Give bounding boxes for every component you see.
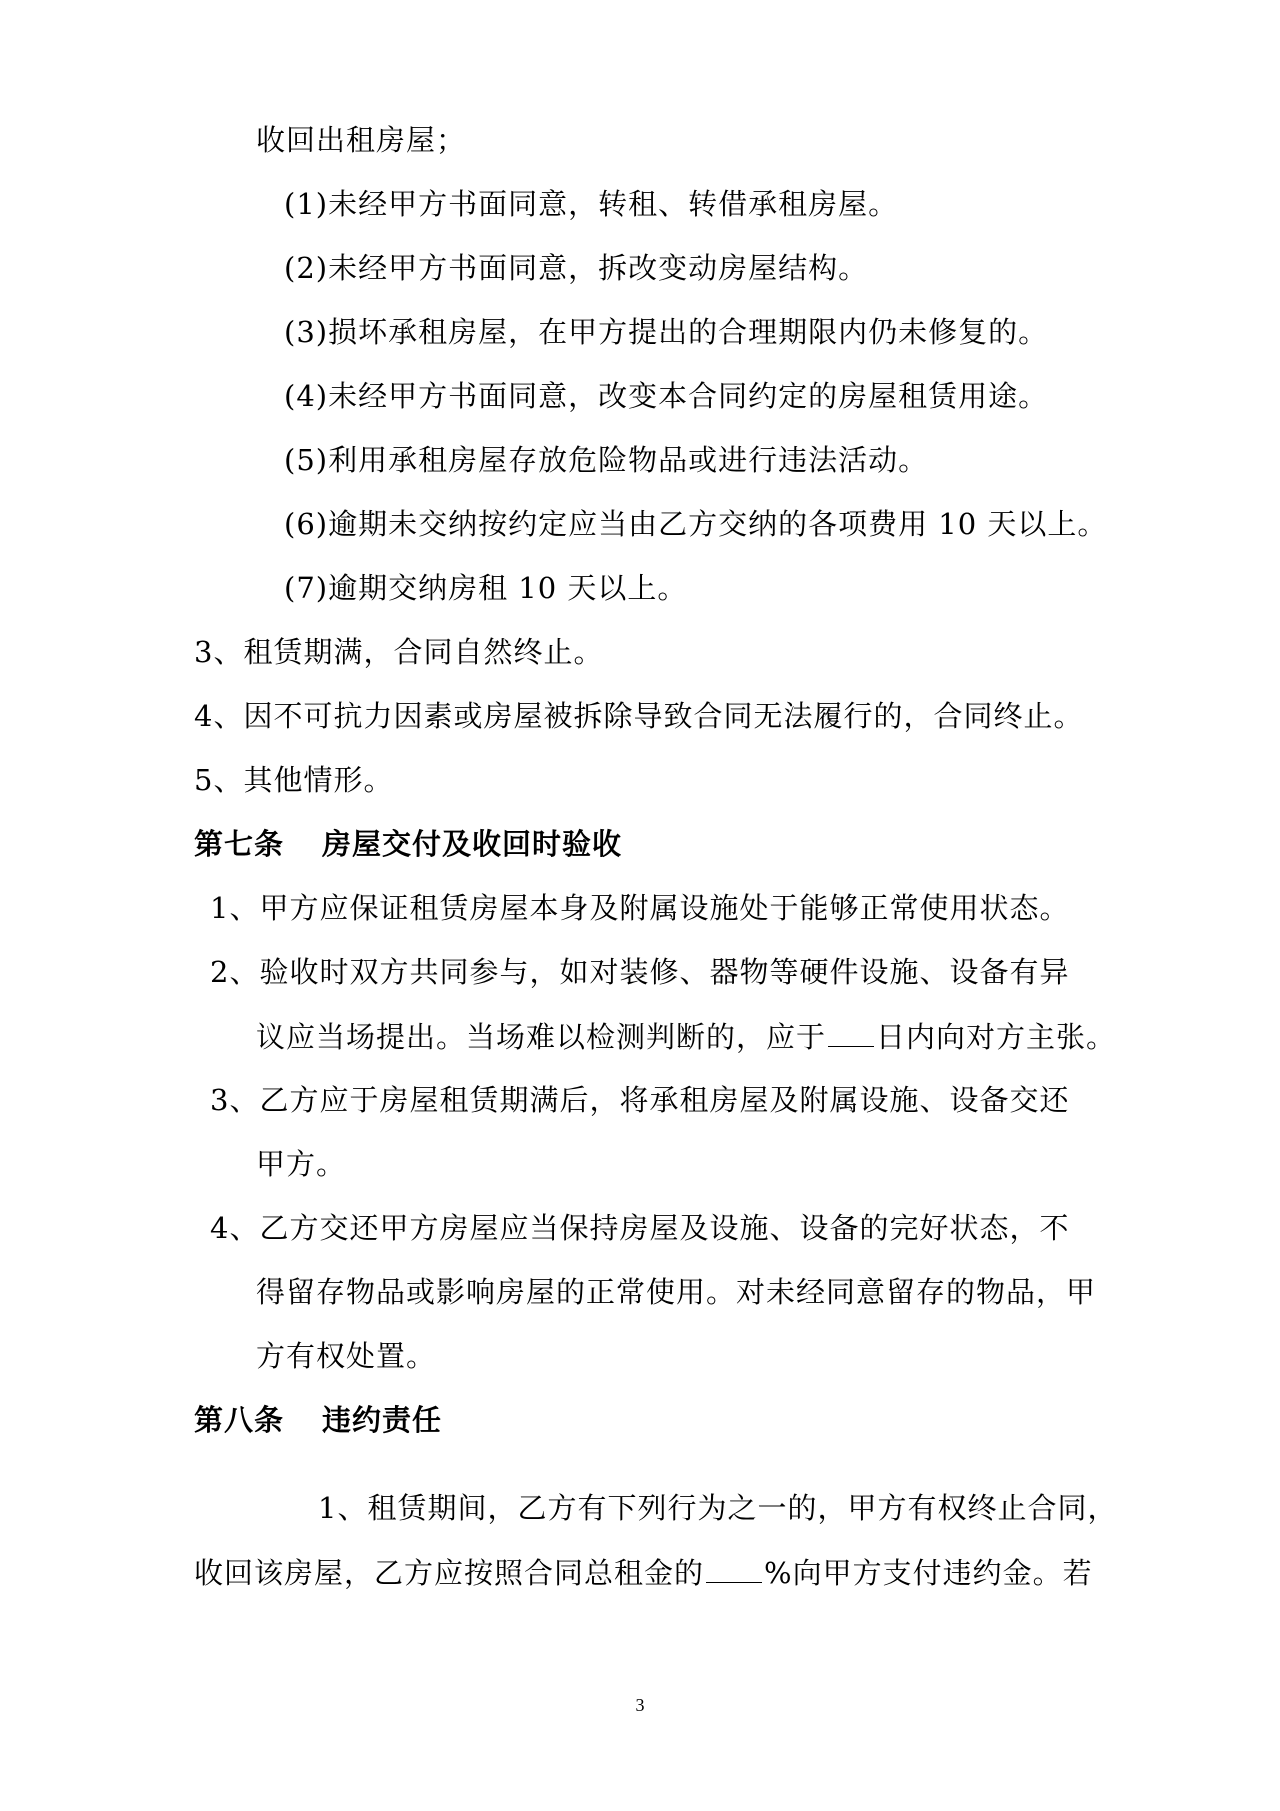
list-item: 4、乙方交还甲方房屋应当保持房屋及设施、设备的完好状态，不 [210, 1211, 1070, 1245]
list-item: (1)未经甲方书面同意，转租、转借承租房屋。 [284, 187, 899, 221]
fill-in-blank [828, 1016, 874, 1047]
text-segment: 议应当场提出。当场难以检测判断的，应于 [256, 1020, 827, 1054]
article-number: 第七条 [194, 827, 285, 861]
text-line [194, 1552, 1093, 1593]
fill-in-blank [706, 1552, 762, 1583]
text-line: 1、租赁期间，乙方有下列行为之一的，甲方有权终止合同， [318, 1491, 1118, 1525]
list-item: 2、验收时双方共同参与，如对装修、器物等硬件设施、设备有异 [210, 955, 1070, 989]
list-item: (2)未经甲方书面同意，拆改变动房屋结构。 [284, 251, 869, 285]
list-item: 1、甲方应保证租赁房屋本身及附属设施处于能够正常使用状态。 [210, 891, 1070, 925]
list-item: (5)利用承租房屋存放危险物品或进行违法活动。 [284, 443, 929, 477]
text-line: 甲方。 [256, 1147, 347, 1181]
text-line [256, 1016, 1116, 1057]
list-item: 3、租赁期满，合同自然终止。 [194, 635, 604, 669]
list-item: 5、其他情形。 [194, 763, 394, 797]
list-item: 3、乙方应于房屋租赁期满后，将承租房屋及附属设施、设备交还 [210, 1083, 1070, 1117]
list-item: (4)未经甲方书面同意，改变本合同约定的房屋租赁用途。 [284, 379, 1049, 413]
text-line: 收回出租房屋； [256, 123, 467, 157]
article-title: 房屋交付及收回时验收 [322, 827, 623, 861]
list-item: (3)损坏承租房屋，在甲方提出的合理期限内仍未修复的。 [284, 315, 1049, 349]
text-line: 方有权处置。 [256, 1339, 437, 1373]
page-number: 3 [635, 1695, 645, 1715]
text-segment: 日内向对方主张。 [876, 1020, 1117, 1054]
text-segment: 收回该房屋，乙方应按照合同总租金的 [194, 1556, 705, 1590]
list-item: 4、因不可抗力因素或房屋被拆除导致合同无法履行的，合同终止。 [194, 699, 1084, 733]
article-number: 第八条 [194, 1403, 285, 1437]
text-line: 得留存物品或影响房屋的正常使用。对未经同意留存的物品，甲 [256, 1275, 1097, 1309]
article-heading [194, 1400, 442, 1440]
text-segment: %向甲方支付违约金。若 [764, 1556, 1093, 1590]
list-item: (7)逾期交纳房租 10 天以上。 [284, 571, 688, 605]
list-item: (6)逾期未交纳按约定应当由乙方交纳的各项费用 10 天以上。 [284, 507, 1108, 541]
article-title: 违约责任 [322, 1403, 443, 1437]
article-heading [194, 824, 622, 864]
